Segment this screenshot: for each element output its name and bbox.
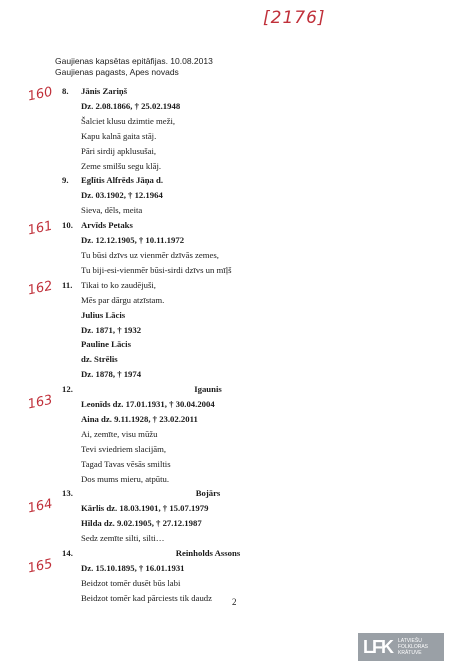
logo-line-2: FOLKLORAS	[398, 644, 429, 650]
entry-line: dz. Strēlis	[81, 354, 118, 365]
margin-annotation: 163	[26, 392, 54, 413]
entry-number: 14.	[62, 548, 73, 559]
entry-line: Tu būsi dzīvs uz vienmēr dzīvās zemes,	[81, 249, 219, 260]
epitaph-entry	[26, 382, 358, 486]
entry-line: Kārlis dz. 18.03.1901, † 15.07.1979	[81, 503, 209, 514]
entry-line: Beidzot tomēr kad pārciests tik daudz	[81, 592, 212, 603]
header-line-2: Gaujienas pagasts, Apes novads	[55, 67, 179, 77]
entry-line: Tikai to ko zaudējuši,	[81, 279, 156, 290]
entry-number: 12.	[62, 384, 73, 395]
entry-line: Aina dz. 9.11.1928, † 23.02.2011	[81, 413, 198, 424]
margin-annotation: 164	[26, 497, 54, 517]
entry-number: 10.	[62, 220, 73, 231]
entry-line: Kapu kalnā gaita stāj.	[81, 130, 157, 141]
entry-number: 11.	[62, 279, 73, 290]
epitaph-entry	[26, 84, 358, 173]
entry-line: Dos mums mieru, atpūtu.	[81, 473, 170, 484]
archive-number: [2176]	[263, 8, 326, 28]
epitaph-entry	[58, 173, 358, 218]
entry-line: Tu biji-esi-vienmēr būsi-sirdi dzīvs un mīļš	[81, 264, 232, 275]
epitaph-list	[26, 84, 358, 606]
entry-line: Sedz zemīte silti, silti…	[81, 533, 165, 544]
entry-line: Dz. 12.12.1905, † 10.11.1972	[81, 235, 185, 246]
entry-line: Pāri sirdij apklusušai,	[81, 145, 157, 156]
epitaph-entry	[26, 486, 358, 546]
entry-line: Zeme smilšu segu klāj.	[81, 160, 162, 171]
entry-line: Šalciet klusu dzimtie meži,	[81, 115, 176, 126]
entry-line: Mēs par dārgu atzīstam.	[81, 294, 165, 305]
margin-annotation: 160	[26, 84, 54, 105]
logo-mark: LFK	[363, 636, 392, 657]
epitaph-entry	[26, 546, 358, 606]
entry-number: 8.	[62, 86, 69, 96]
entry-line: Pauline Lācis	[81, 339, 131, 350]
entry-line: Dz. 1878, † 1974	[81, 369, 142, 380]
entry-title: Igaunis	[194, 384, 222, 395]
archive-logo	[358, 633, 444, 661]
entry-line: Leonīds dz. 17.01.1931, † 30.04.2004	[81, 399, 215, 410]
entry-line: Eglītis Alfrēds Jāņa d.	[81, 175, 164, 186]
entry-line: Jānis Zariņš	[81, 86, 128, 96]
entry-title: Bojārs	[195, 488, 221, 499]
entry-number: 9.	[62, 175, 69, 186]
entry-line: Ai, zemīte, visu mūžu	[81, 428, 158, 439]
entry-line: Julius Lācis	[81, 309, 126, 320]
entry-line: Sieva, dēls, meita	[81, 205, 143, 216]
epitaph-entry	[26, 278, 358, 382]
margin-annotation: 162	[26, 278, 54, 299]
entry-line: Tagad Tavas vēsās smiltis	[81, 458, 171, 469]
entry-line: Tevi sviedriem slacijām,	[81, 443, 167, 454]
entry-line: Dz. 1871, † 1932	[81, 324, 142, 335]
epitaph-entry	[26, 218, 358, 278]
logo-line-1: LATVIEŠU	[398, 638, 422, 644]
entry-number: 13.	[62, 488, 73, 499]
entry-line: Dz. 15.10.1895, † 16.01.1931	[81, 563, 185, 573]
entry-line: Beidzot tomēr dusēt būs labi	[81, 577, 181, 588]
margin-annotation: 165	[26, 556, 54, 577]
logo-line-3: KRĀTUVE	[398, 650, 422, 656]
document-header	[55, 56, 213, 78]
entry-title: Reinholds Assons	[175, 548, 241, 559]
header-line-1: Gaujienas kapsētas epitāfijas. 10.08.2013	[55, 56, 213, 66]
entry-line: Arvīds Petaks	[81, 220, 133, 231]
page-number: 2	[232, 597, 237, 607]
entry-line: Dz. 03.1902, † 12.1964	[81, 190, 163, 201]
logo-text	[392, 638, 428, 656]
entry-line: Hilda dz. 9.02.1905, † 27.12.1987	[81, 518, 202, 529]
margin-annotation: 161	[26, 218, 54, 239]
entry-line: Dz. 2.08.1866, † 25.02.1948	[81, 100, 181, 111]
